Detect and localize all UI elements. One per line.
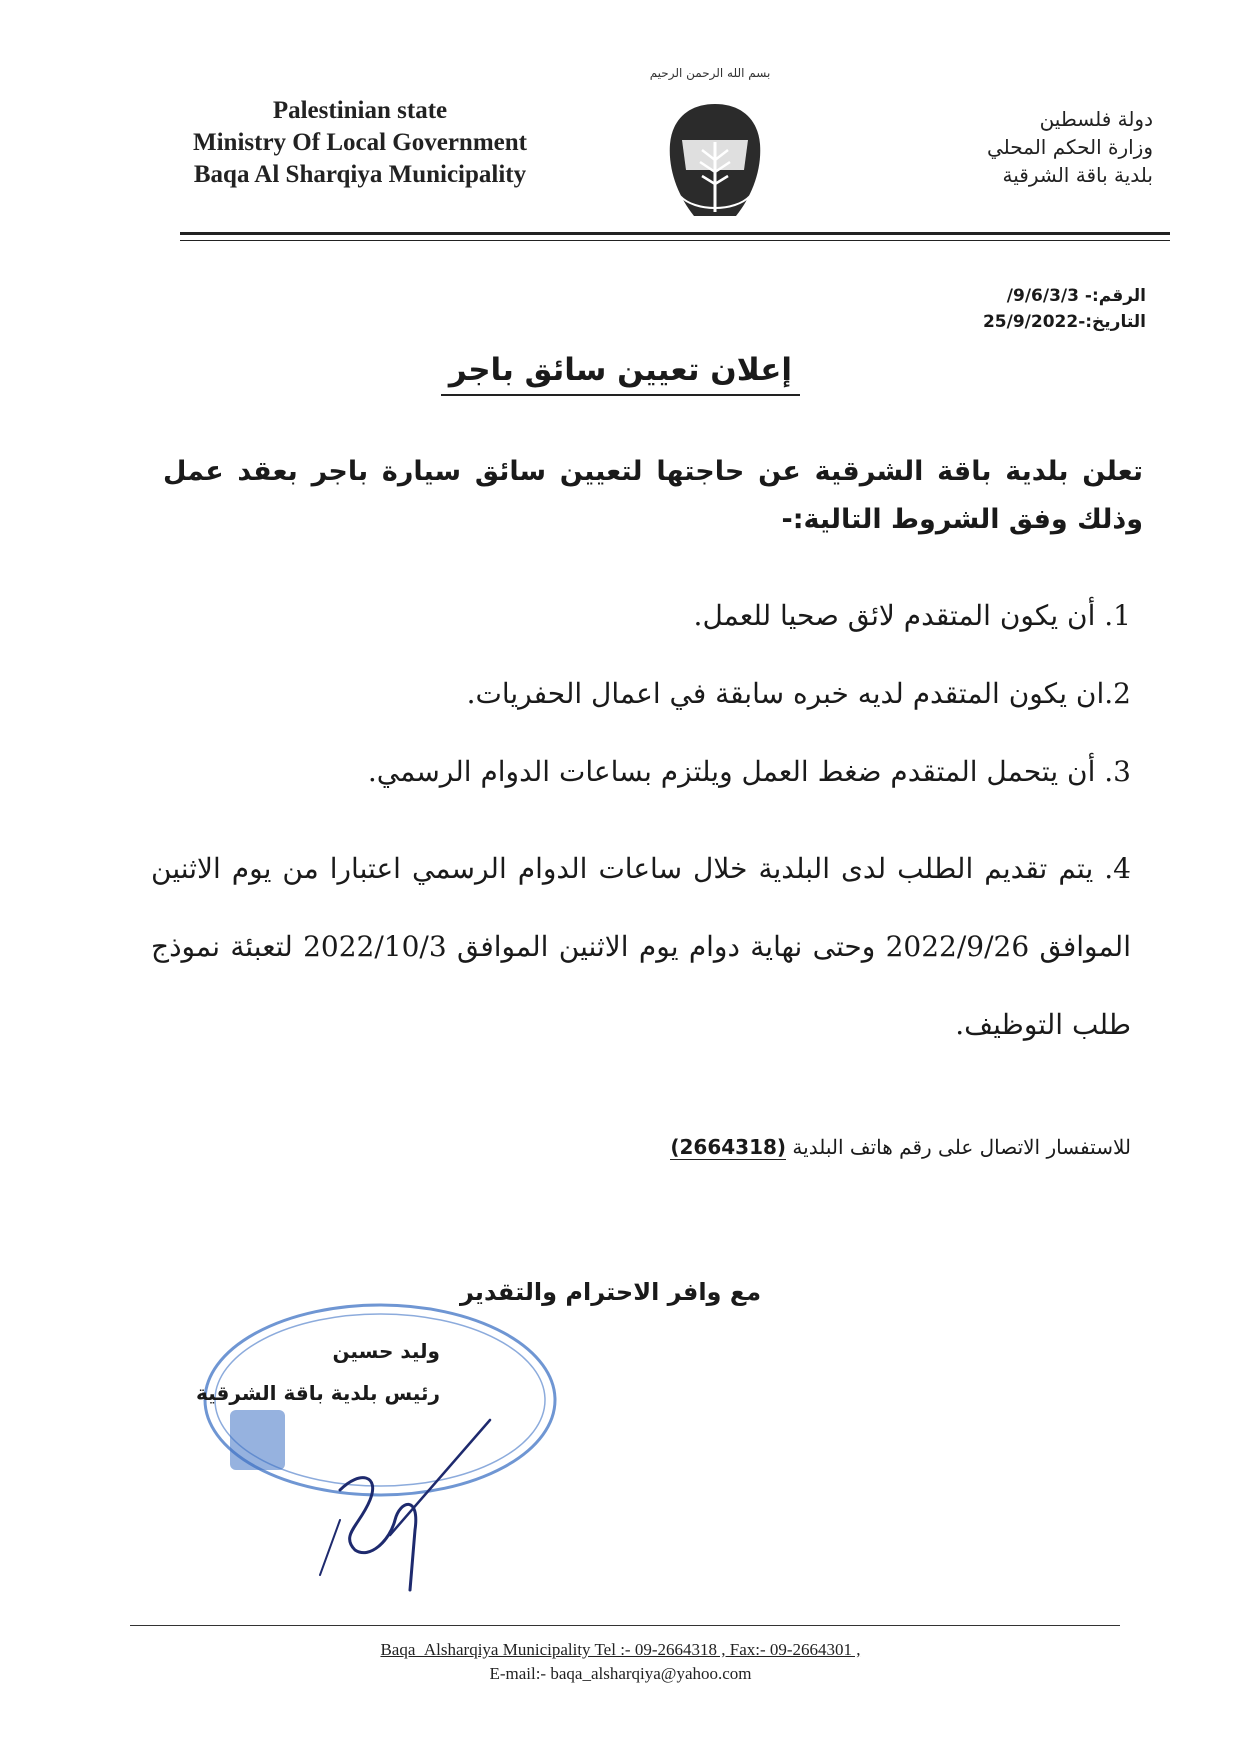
signer-name: وليد حسين bbox=[332, 1339, 440, 1363]
footer-contact-line bbox=[0, 1638, 1241, 1662]
closing-salutation: مع وافر الاحترام والتقدير bbox=[460, 1278, 762, 1306]
english-letterhead-line: Baqa Al Sharqiya Municipality bbox=[193, 161, 527, 188]
intro-paragraph: تعلن بلدية باقة الشرقية عن حاجتها لتعيين سائق سيارة باجر بعقد عمل وذلك وفق الشروط التالية:- bbox=[163, 456, 1143, 535]
condition-item: 4. يتم تقديم الطلب لدى البلدية خلال ساعات الدوام الرسمي اعتبارا من يوم الاثنين الموافق 2022/9/26 وحتى نهاية دوام يوم الاثنين الموافق 2022/10/3 لتعبئة نموذج طلب التوظيف. bbox=[151, 852, 1131, 1041]
arabic-letterhead-line: وزارة الحكم المحلي bbox=[986, 135, 1153, 159]
reference-number: الرقم:- 9/6/3/3/ bbox=[1006, 286, 1146, 306]
condition-item: 1. أن يكون المتقدم لائق صحيا للعمل. bbox=[693, 599, 1131, 632]
arabic-letterhead-line: بلدية باقة الشرقية bbox=[1002, 163, 1153, 187]
phone-number: (2664318) bbox=[670, 1135, 787, 1159]
municipality-emblem-icon bbox=[660, 100, 770, 226]
condition-item: 2.ان يكون المتقدم لديه خبره سابقة في اعمال الحفريات. bbox=[466, 677, 1131, 710]
footer-divider bbox=[130, 1625, 1120, 1626]
inquiry-line bbox=[670, 1135, 1131, 1159]
arabic-letterhead-line: دولة فلسطين bbox=[1039, 107, 1153, 131]
footer bbox=[0, 1638, 1241, 1686]
header-divider bbox=[180, 240, 1170, 241]
footer-email-line: E-mail:- baqa_alsharqiya@yahoo.com bbox=[489, 1664, 752, 1683]
page-title bbox=[0, 352, 1241, 388]
page-title-text: إعلان تعيين سائق باجر bbox=[441, 352, 800, 396]
header-divider bbox=[180, 232, 1170, 235]
basmala: بسم الله الرحمن الرحيم bbox=[649, 66, 771, 80]
condition-item: 3. أن يتحمل المتقدم ضغط العمل ويلتزم بساعات الدوام الرسمي. bbox=[367, 755, 1131, 788]
inquiry-text: للاستفسار الاتصال على رقم هاتف البلدية bbox=[786, 1135, 1131, 1159]
english-letterhead-line: Palestinian state bbox=[272, 97, 448, 124]
handwritten-signature bbox=[300, 1400, 500, 1600]
footer-contact-text: Baqa_Alsharqiya Municipality Tel :- 09-2664318 , Fax:- 09-2664301 , bbox=[380, 1640, 861, 1659]
english-letterhead bbox=[150, 95, 570, 191]
reference-date: التاريخ:-25/9/2022 bbox=[982, 312, 1146, 332]
signer-title: رئيس بلدية باقة الشرقية bbox=[195, 1381, 440, 1405]
english-letterhead-line: Ministry Of Local Government bbox=[193, 129, 527, 156]
arabic-letterhead bbox=[873, 105, 1153, 189]
reference-block bbox=[983, 283, 1146, 335]
